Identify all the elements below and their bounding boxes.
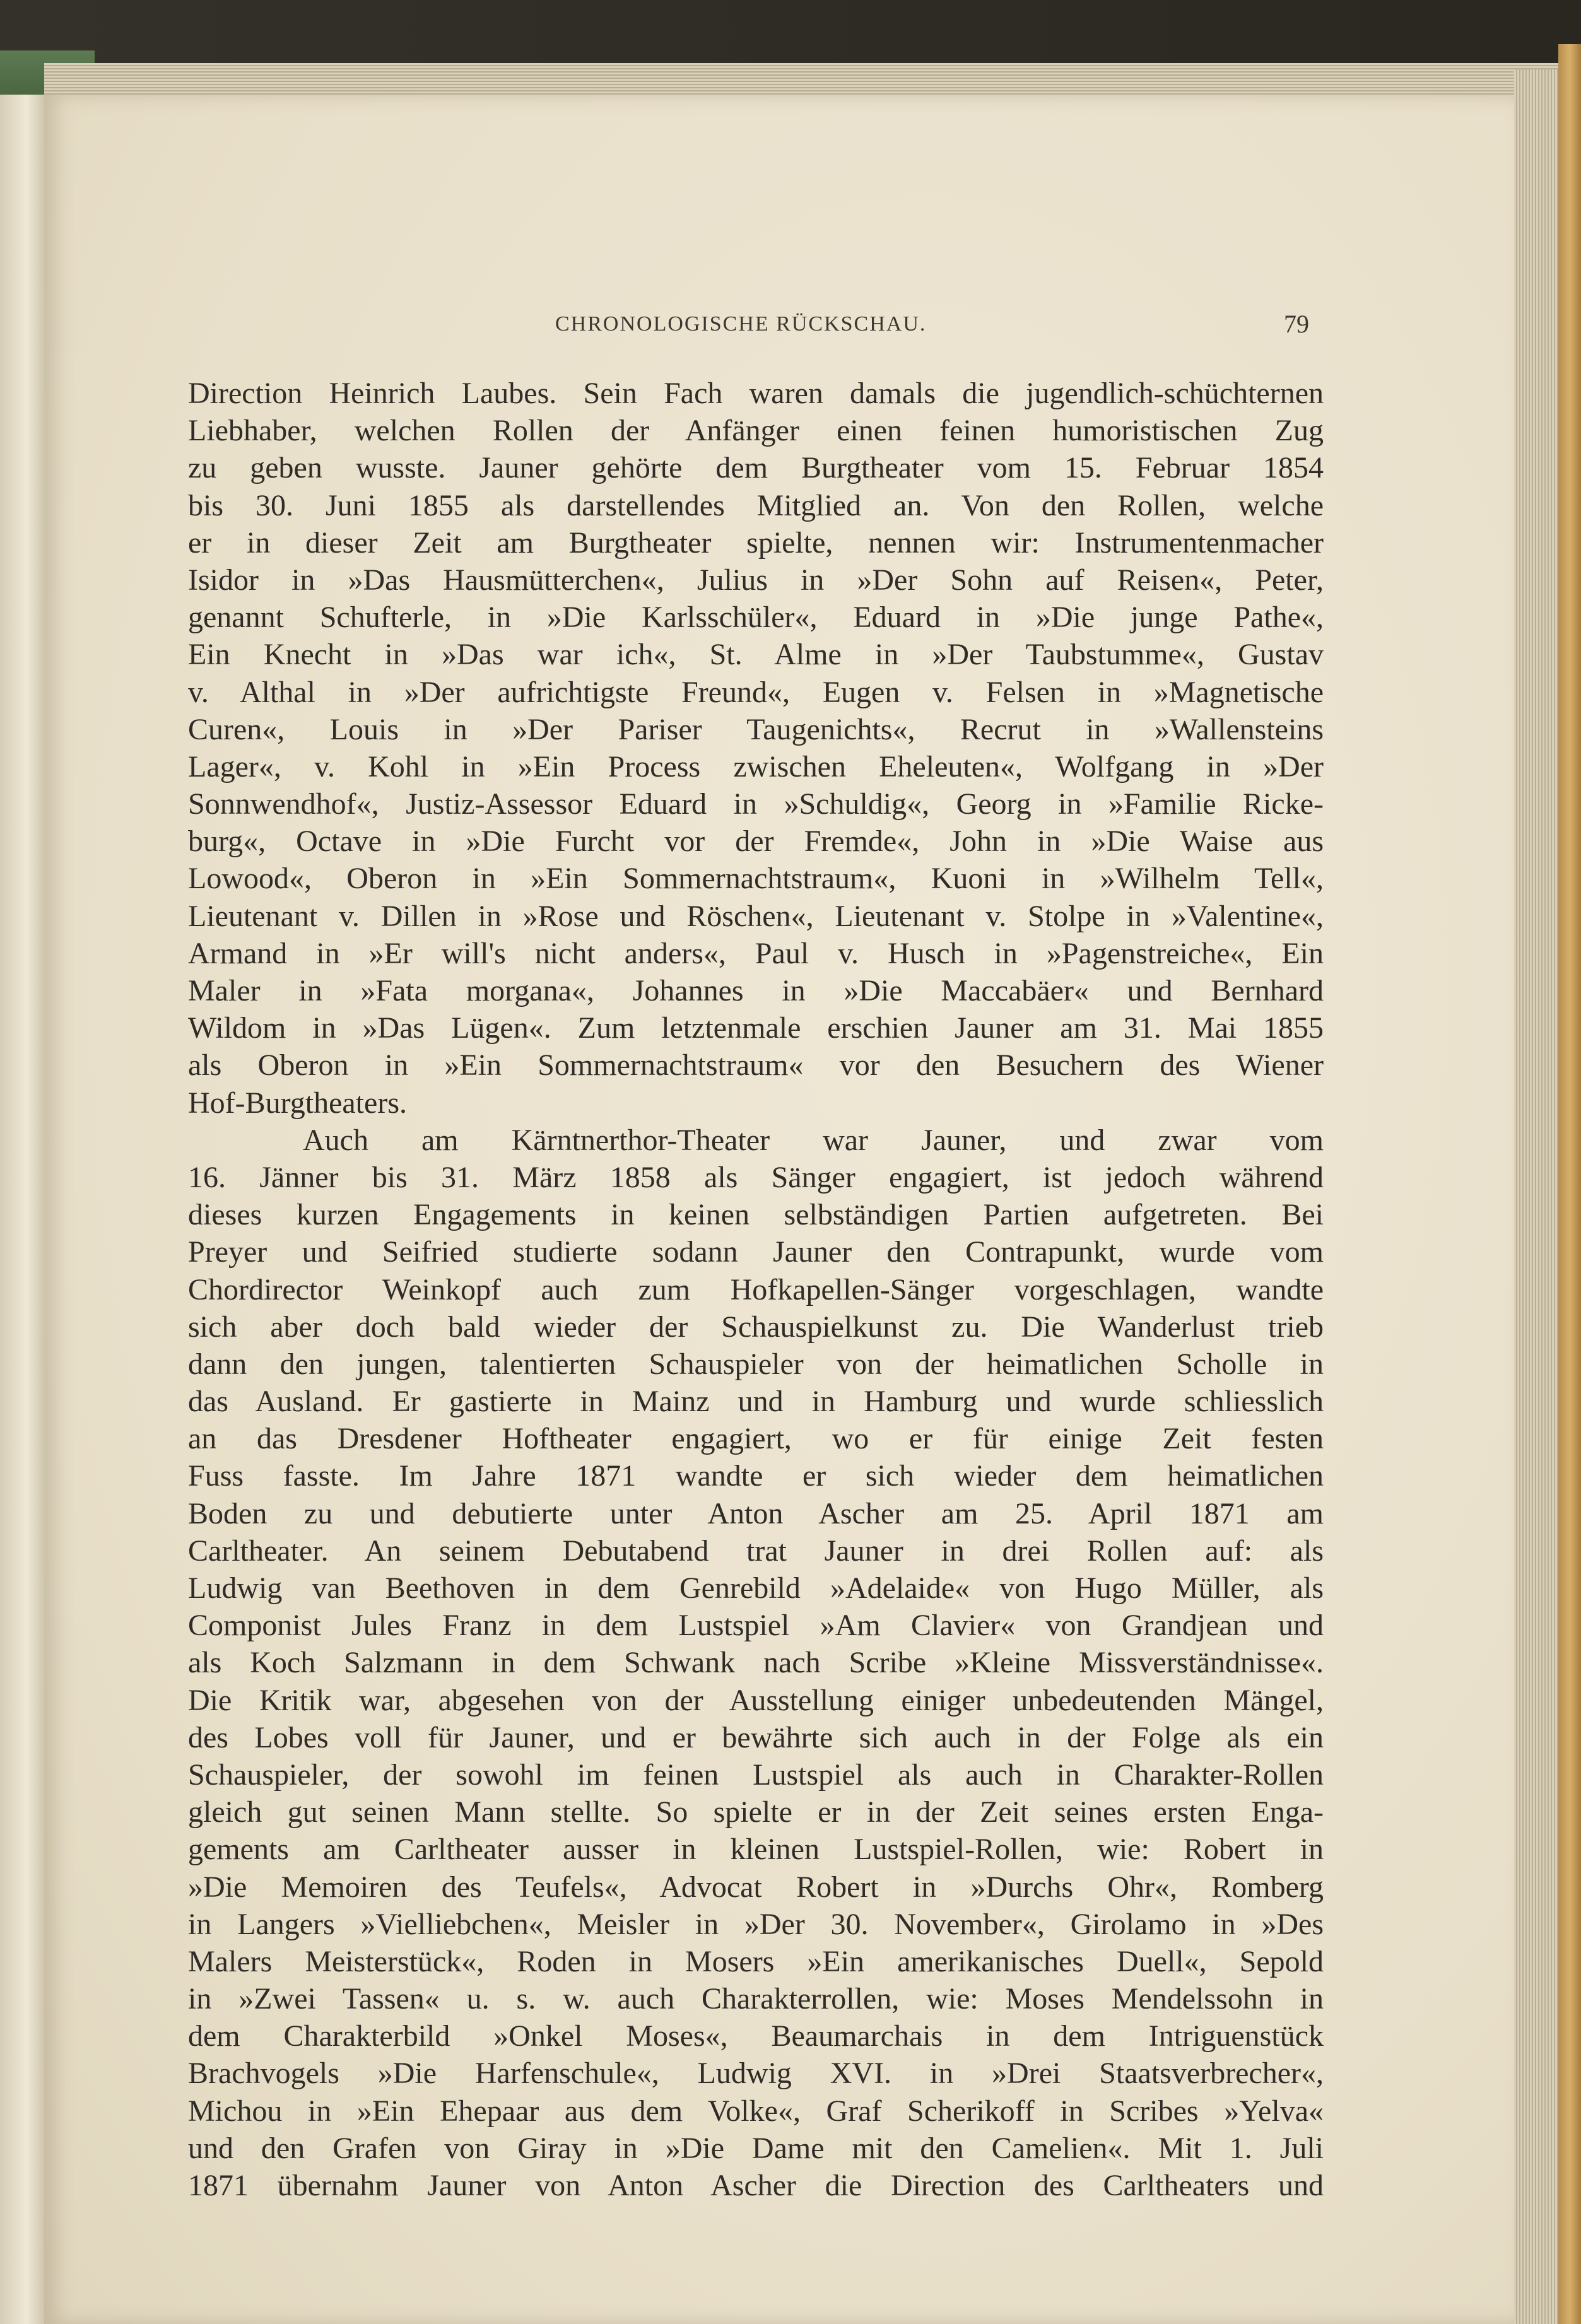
text-line: Isidor in »Das Hausmütterchen«, Julius in »Der Sohn auf Reisen«, Peter, bbox=[188, 563, 1324, 597]
text-line: und den Grafen von Giray in »Die Dame mit den Camelien«. Mit 1. Juli bbox=[188, 2131, 1324, 2165]
text-line: in »Zwei Tassen« u. s. w. auch Charakterrollen, wie: Moses Mendelssohn in bbox=[188, 1982, 1324, 2016]
text-line: an das Dresdener Hoftheater engagiert, wo er für einige Zeit festen bbox=[188, 1422, 1324, 1456]
text-line: in Langers »Vielliebchen«, Meisler in »Der 30. November«, Girolamo in »Des bbox=[188, 1907, 1324, 1941]
text-line: er in dieser Zeit am Burgtheater spielte, nennen wir: Instrumentenmacher bbox=[188, 525, 1324, 560]
text-line: Sonnwendhof«, Justiz-Assessor Eduard in »Schuldig«, Georg in »Familie Ricke- bbox=[188, 787, 1324, 821]
text-line: Michou in »Ein Ehepaar aus dem Volke«, Graf Scherikoff in Scribes »Yelva« bbox=[188, 2094, 1324, 2128]
text-line: Chordirector Weinkopf auch zum Hofkapellen-Sänger vorgeschlagen, wandte bbox=[188, 1272, 1324, 1306]
page-stack-top bbox=[44, 63, 1558, 95]
text-line: das Ausland. Er gastierte in Mainz und in Hamburg und wurde schliesslich bbox=[188, 1385, 1324, 1419]
text-line: dieses kurzen Engagements in keinen selbständigen Partien aufgetreten. Bei bbox=[188, 1198, 1324, 1232]
text-line: dann den jungen, talentierten Schauspieler von der heimatlichen Scholle in bbox=[188, 1347, 1324, 1381]
text-line: Brachvogels »Die Harfenschule«, Ludwig XVI. in »Drei Staatsverbrecher«, bbox=[188, 2057, 1324, 2091]
book-page bbox=[44, 95, 1514, 2324]
text-line: Ein Knecht in »Das war ich«, St. Alme in »Der Taubstumme«, Gustav bbox=[188, 638, 1324, 672]
paragraph-end-line: Hof-Burgtheaters. bbox=[188, 1086, 408, 1120]
page-stack-right bbox=[1514, 69, 1558, 2324]
text-line: Curen«, Louis in »Der Pariser Taugenichts«, Recrut in »Wallensteins bbox=[188, 712, 1324, 746]
text-line: als Oberon in »Ein Sommernachtstraum« vor den Besuchern des Wiener bbox=[188, 1048, 1324, 1083]
text-line: Lowood«, Oberon in »Ein Sommernachtstraum«, Kuoni in »Wilhelm Tell«, bbox=[188, 862, 1324, 896]
text-line: zu geben wusste. Jauner gehörte dem Burgtheater vom 15. Februar 1854 bbox=[188, 451, 1324, 485]
text-line: dem Charakterbild »Onkel Moses«, Beaumarchais in dem Intriguenstück bbox=[188, 2019, 1324, 2053]
text-line: als Koch Salzmann in dem Schwank nach Scribe »Kleine Missverständnisse«. bbox=[188, 1646, 1324, 1680]
running-title: CHRONOLOGISCHE RÜCKSCHAU. bbox=[555, 312, 927, 336]
text-line: Preyer und Seifried studierte sodann Jauner den Contrapunkt, wurde vom bbox=[188, 1235, 1324, 1269]
text-line: Ludwig van Beethoven in dem Genrebild »Adelaide« von Hugo Müller, als bbox=[188, 1571, 1324, 1605]
text-line: Lieutenant v. Dillen in »Rose und Röschen«, Lieutenant v. Stolpe in »Valentine«, bbox=[188, 899, 1324, 933]
text-line: Componist Jules Franz in dem Lustspiel »Am Clavier« von Grandjean und bbox=[188, 1609, 1324, 1643]
text-line: Lager«, v. Kohl in »Ein Process zwischen Eheleuten«, Wolfgang in »Der bbox=[188, 749, 1324, 783]
text-line: des Lobes voll für Jauner, und er bewährte sich auch in der Folge als ein bbox=[188, 1720, 1324, 1754]
text-line: Maler in »Fata morgana«, Johannes in »Die Maccabäer« und Bernhard bbox=[188, 974, 1324, 1007]
text-line: Malers Meisterstück«, Roden in Mosers »Ein amerikanisches Duell«, Sepold bbox=[188, 1944, 1324, 1978]
text-line: Schauspieler, der sowohl im feinen Lustspiel als auch in Charakter-Rollen bbox=[188, 1758, 1324, 1792]
text-line: 1871 übernahm Jauner von Anton Ascher die Direction des Carltheaters und bbox=[188, 2169, 1324, 2202]
text-line: Carltheater. An seinem Debutabend trat Jauner in drei Rollen auf: als bbox=[188, 1534, 1324, 1568]
text-line: genannt Schufterle, in »Die Karlsschüler«, Eduard in »Die junge Pathe«, bbox=[188, 601, 1324, 635]
text-line: gleich gut seinen Mann stellte. So spielte er in der Zeit seines ersten Enga- bbox=[188, 1795, 1324, 1829]
text-line: Direction Heinrich Laubes. Sein Fach waren damals die jugendlich-schüchternen bbox=[188, 377, 1324, 410]
book-edge bbox=[1558, 44, 1581, 2324]
text-line: Boden zu und debutierte unter Anton Ascher am 25. April 1871 am bbox=[188, 1496, 1324, 1530]
text-line: sich aber doch bald wieder der Schauspielkunst zu. Die Wanderlust trieb bbox=[188, 1310, 1324, 1344]
page-number: 79 bbox=[1284, 310, 1309, 338]
text-line: Armand in »Er will's nicht anders«, Paul v. Husch in »Pagenstreiche«, Ein bbox=[188, 936, 1324, 970]
text-line: Fuss fasste. Im Jahre 1871 wandte er sich wieder dem heimatlichen bbox=[188, 1459, 1324, 1493]
text-line: v. Althal in »Der aufrichtigste Freund«, Eugen v. Felsen in »Magnetische bbox=[188, 675, 1324, 709]
text-line: gements am Carltheater ausser in kleinen Lustspiel-Rollen, wie: Robert in bbox=[188, 1833, 1324, 1867]
text-line: »Die Memoiren des Teufels«, Advocat Robert in »Durchs Ohr«, Romberg bbox=[188, 1870, 1324, 1904]
text-line: Liebhaber, welchen Rollen der Anfänger einen feinen humoristischen Zug bbox=[188, 414, 1324, 448]
text-line: Die Kritik war, abgesehen von der Ausstellung einiger unbedeutenden Mängel, bbox=[188, 1683, 1324, 1717]
text-line: Wildom in »Das Lügen«. Zum letztenmale erschien Jauner am 31. Mai 1855 bbox=[188, 1011, 1324, 1045]
body-text bbox=[188, 375, 1324, 2204]
text-line: bis 30. Juni 1855 als darstellendes Mitglied an. Von den Rollen, welche bbox=[188, 488, 1324, 522]
paragraph-start-line: Auch am Kärntnerthor-Theater war Jauner, und zwar vom bbox=[303, 1123, 1324, 1157]
facing-page-edge bbox=[0, 95, 46, 2324]
text-line: burg«, Octave in »Die Furcht vor der Fremde«, John in »Die Waise aus bbox=[188, 825, 1324, 859]
text-line: 16. Jänner bis 31. März 1858 als Sänger engagiert, ist jedoch während bbox=[188, 1160, 1324, 1194]
